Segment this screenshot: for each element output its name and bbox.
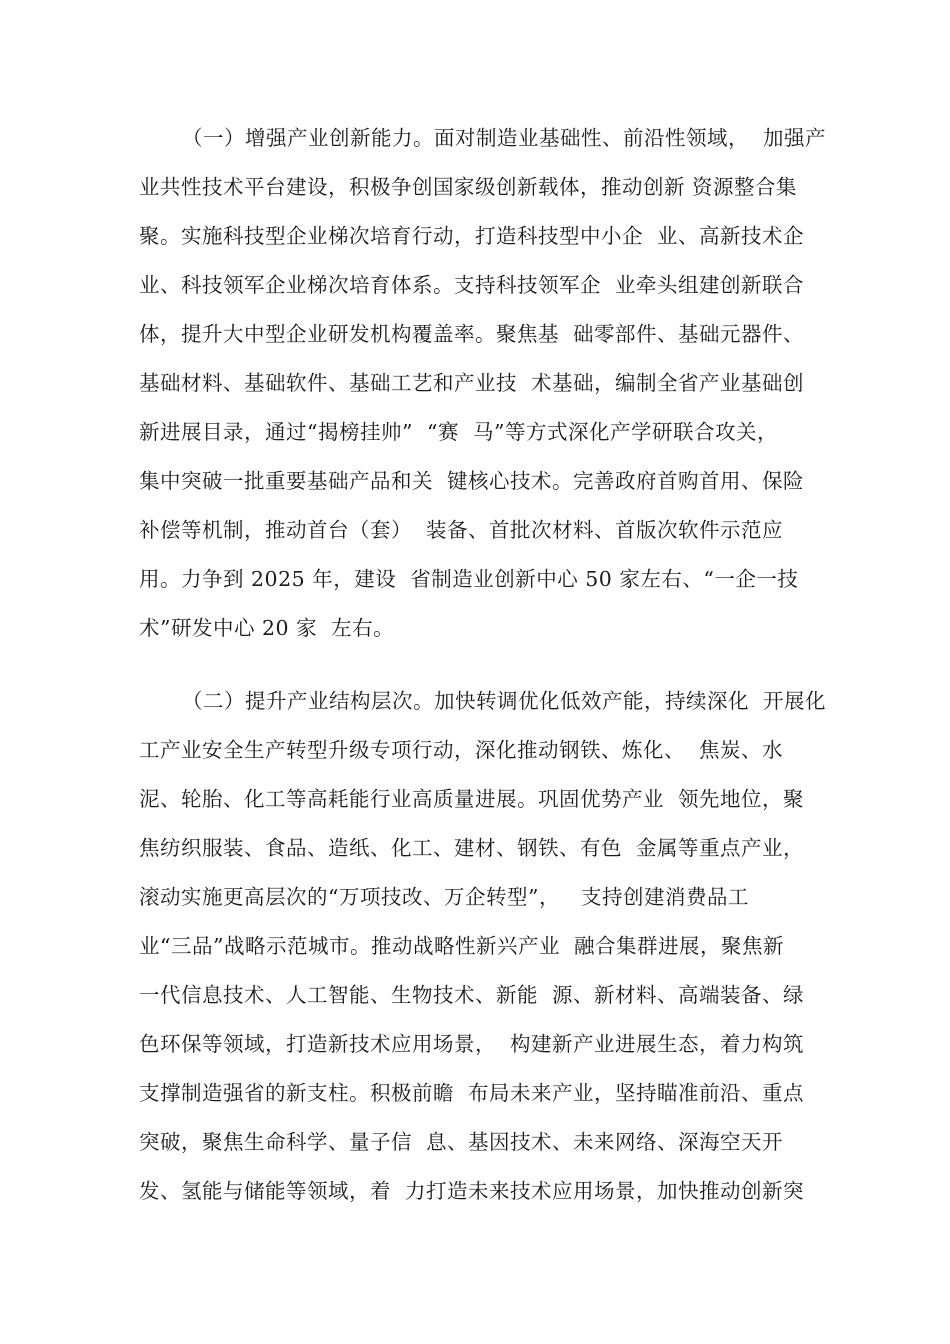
- paragraph-line: 基础材料、基础软件、基础工艺和产业技 术基础，编制全省产业基础创: [139, 371, 805, 395]
- paragraph-line: 集中突破一批重要基础产品和关 键核心技术。完善政府首购首用、保险: [139, 469, 805, 493]
- paragraph-line: 滚动实施更高层次的“万项技改、万企转型”， 支持创建消费品工: [139, 885, 750, 909]
- paragraph-line: 新进展目录，通过“揭榜挂帅” “赛 马”等方式深化产学研联合攻关，: [139, 420, 778, 444]
- paragraph-line: 色环保等领域，打造新技术应用场景， 构建新产业进展生态，着力构筑: [139, 1032, 805, 1056]
- paragraph-line: 体，提升大中型企业研发机构覆盖率。聚焦基 础零部件、基础元器件、: [139, 322, 805, 346]
- paragraph-line: 泥、轮胎、化工等高耗能行业高质量进展。巩固优势产业 领先地位，聚: [139, 787, 805, 811]
- paragraph-line: 补偿等机制，推动首台（套） 装备、首批次材料、首版次软件示范应: [139, 518, 784, 542]
- paragraph-line: 一代信息技术、人工智能、生物技术、新能 源、新材料、高端装备、绿: [139, 983, 805, 1007]
- paragraph-line: 聚。实施科技型企业梯次培育行动，打造科技型中小企 业、高新技术企: [139, 224, 805, 248]
- paragraph-line: （二）提升产业结构层次。加快转调优化低效产能，持续深化 开展化: [182, 689, 827, 713]
- paragraph-line: 工产业安全生产转型升级专项行动，深化推动钢铁、炼化、 焦炭、水: [139, 738, 784, 762]
- paragraph-line: 焦纺织服装、食品、造纸、化工、建材、钢铁、有色 金属等重点产业，: [139, 836, 805, 860]
- paragraph-line: 业、科技领军企业梯次培育体系。支持科技领军企 业牵头组建创新联合: [139, 273, 805, 297]
- paragraph-line: 支撑制造强省的新支柱。积极前瞻 布局未来产业，坚持瞄准前沿、重点: [139, 1081, 805, 1105]
- paragraph-line: 业“三品”战略示范城市。推动战略性新兴产业 融合集群进展，聚焦新: [139, 934, 784, 958]
- paragraph-line: 术”研发中心 20 家 左右。: [139, 616, 395, 640]
- paragraph-line: 业共性技术平台建设，积极争创国家级创新载体，推动创新 资源整合集: [139, 175, 798, 199]
- paragraph-line: 用。力争到 2025 年，建设 省制造业创新中心 50 家左右、“一企一技: [139, 567, 799, 591]
- paragraph-line: 突破，聚焦生命科学、量子信 息、基因技术、未来网络、深海空天开: [139, 1130, 784, 1154]
- paragraph-line: （一）增强产业创新能力。面对制造业基础性、前沿性领域， 加强产: [182, 126, 827, 150]
- paragraph-line: 发、氢能与储能等领域，着 力打造未来技术应用场景，加快推动创新突: [139, 1179, 805, 1203]
